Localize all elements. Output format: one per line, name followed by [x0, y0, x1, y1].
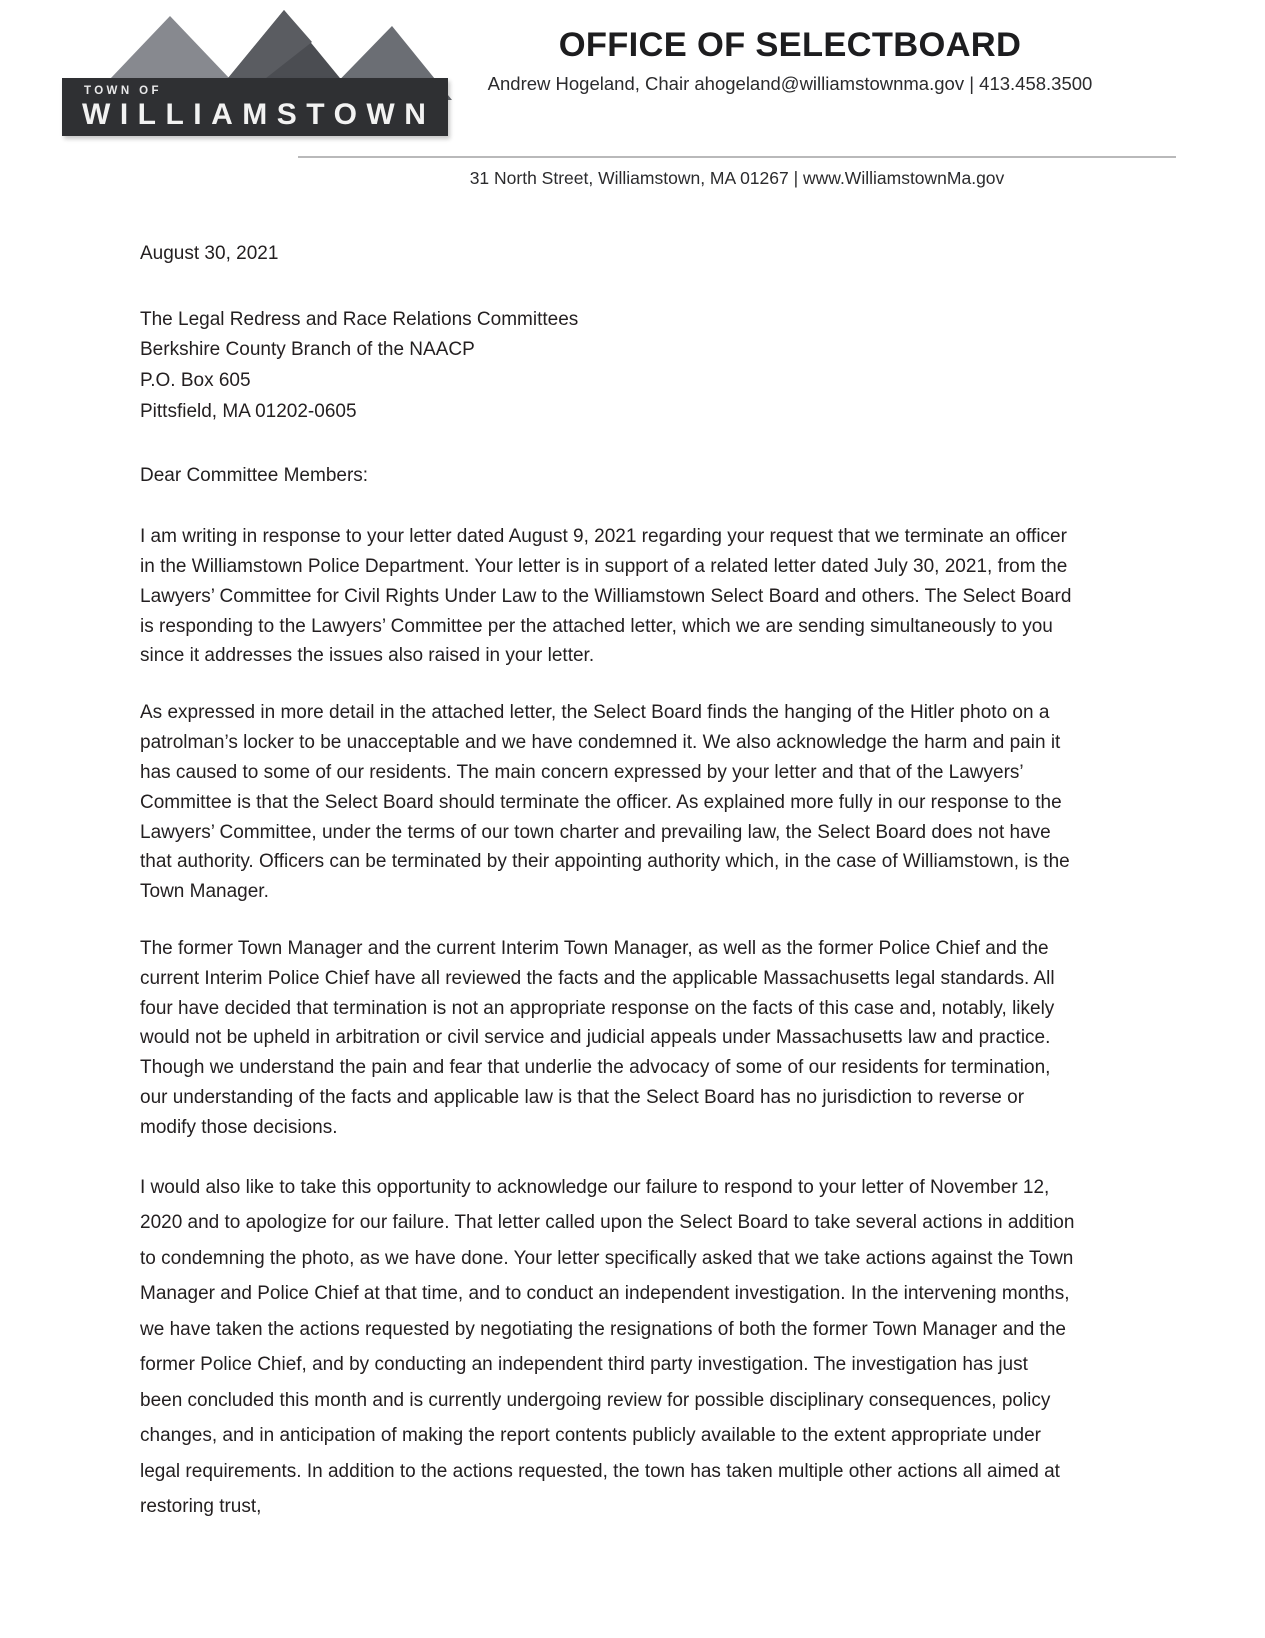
- town-of-label: TOWN OF: [84, 85, 162, 97]
- letterhead: [0, 0, 1265, 188]
- recipient-line-3: P.O. Box 605: [140, 370, 251, 392]
- logo-banner: [62, 78, 448, 136]
- recipient-line-1: The Legal Redress and Race Relations Committees: [140, 308, 579, 330]
- town-logo: [62, 8, 452, 148]
- recipient-line-2: Berkshire County Branch of the NAACP: [140, 339, 475, 361]
- salutation: Dear Committee Members:: [140, 464, 369, 486]
- office-contact: Andrew Hogeland, Chair ahogeland@williamstownma.gov | 413.458.3500: [487, 72, 1093, 94]
- header-divider: [298, 156, 1176, 158]
- letterhead-text: [470, 26, 1110, 97]
- town-name: WILLIAMSTOWN: [82, 98, 436, 131]
- recipient-address: [140, 305, 1075, 428]
- recipient-line-4: Pittsfield, MA 01202-0605: [140, 400, 357, 422]
- office-title: OFFICE OF SELECTBOARD: [558, 26, 1022, 64]
- body-paragraph: I am writing in response to your letter dated August 9, 2021 regarding your request that we terminate an officer in the Williamstown Police Department. Your letter is in support of a related letter dated July 30, 2021, from the Lawyers’ Committee for Civil Rights Under Law to the Williamstown Select Board and others. The Select Board is responding to the Lawyers’ Committee per the attached letter, which we are sending simultaneously to you since it addresses the issues also raised in your letter.: [140, 526, 1072, 667]
- body-paragraph: I would also like to take this opportunity to acknowledge our failure to respond to your letter of November 12, 2020 and to apologize for our failure. That letter called upon the Select Board to take several actions in addition to condemning the photo, as we have done. Your letter specifically asked that we take actions against the Town Manager and Police Chief at that time, and to conduct an independent investigation. In the intervening months, we have taken the actions requested by negotiating the resignations of both the former Town Manager and the former Police Chief, and by conducting an independent third party investigation. The investigation has just been concluded this month and is currently undergoing review for possible disciplinary consequences, policy changes, and in anticipation of making the report contents publicly available to the extent appropriate under legal requirements. In addition to the actions requested, the town has taken multiple other actions all aimed at restoring trust,: [140, 1176, 1075, 1518]
- letter-body: [140, 240, 1075, 1525]
- body-paragraph: As expressed in more detail in the attached letter, the Select Board finds the hanging of the Hitler photo on a patrolman’s locker to be unacceptable and we have condemned it. We also acknowledge the harm and pain it has caused to some of our residents. The main concern expressed by your letter and that of the Lawyers’ Committee is that the Select Board should terminate the officer. As explained more fully in our response to the Lawyers’ Committee, under the terms of our town charter and prevailing law, the Select Board does not have that authority. Officers can be terminated by their appointing authority which, in the case of Williamstown, is the Town Manager.: [140, 702, 1070, 903]
- body-paragraph: The former Town Manager and the current Interim Town Manager, as well as the former Police Chief and the current Interim Police Chief have all reviewed the facts and the applicable Massachusetts legal standards. All four have decided that termination is not an appropriate response on the facts of this case and, notably, likely would not be upheld in arbitration or civil service and judicial appeals under Massachusetts law and practice. Though we understand the pain and fear that underlie the advocacy of some of our residents for termination, our understanding of the facts and applicable law is that the Select Board has no jurisdiction to reverse or modify those decisions.: [140, 938, 1055, 1138]
- letter-date: August 30, 2021: [140, 243, 279, 264]
- office-address: 31 North Street, Williamstown, MA 01267 | www.WilliamstownMa.gov: [469, 168, 1005, 188]
